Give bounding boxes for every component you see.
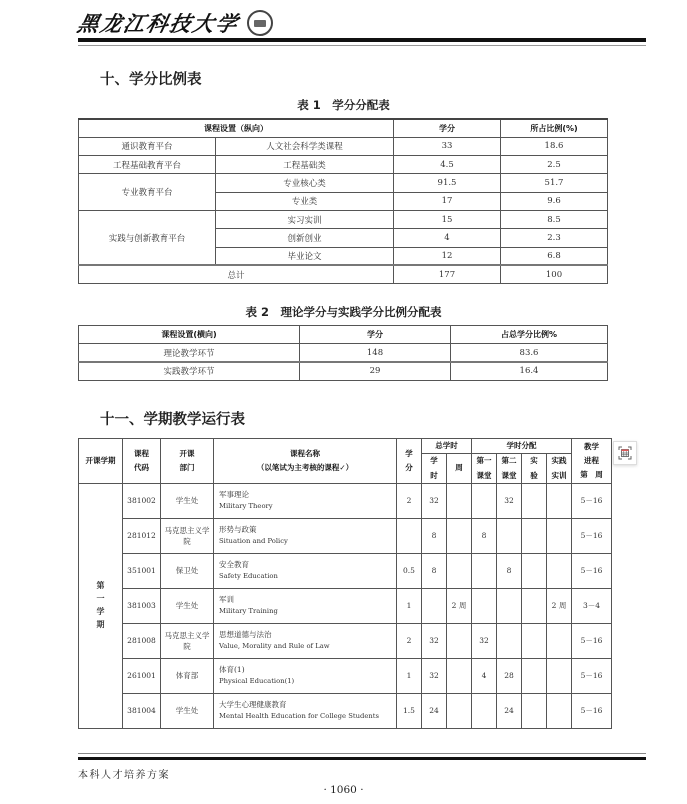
course-name [214,483,397,518]
col-header-credits: 学 分 [397,439,422,484]
course-row [79,693,612,728]
course-weeks [447,518,472,553]
category-cell: 专业类 [216,192,394,210]
semester-label: 第 一 学 期 [79,483,123,728]
ratio-cell: 2.5 [501,156,608,174]
course-weeks [447,553,472,588]
course-code: 351001 [123,553,161,588]
course-code: 261001 [123,658,161,693]
course-class2 [497,588,522,623]
course-class1: 32 [472,623,497,658]
course-name-en: Military Training [219,607,278,616]
page-number: · 1060 · [323,784,364,796]
course-class2: 24 [497,693,522,728]
university-seal-icon [247,10,273,36]
ratio-cell: 51.7 [501,174,608,192]
table-row [79,156,608,174]
col-header-hours: 学 时 [422,454,447,484]
total-row [79,265,608,283]
course-weeks [447,483,472,518]
table-header-row [79,119,608,137]
course-hours: 32 [422,658,447,693]
course-class1: 8 [472,518,497,553]
semester-schedule-table [78,438,612,729]
course-dept: 学生处 [161,693,214,728]
category-cell: 人文社会科学类课程 [216,137,394,155]
course-class1: 4 [472,658,497,693]
col-header-credits: 学分 [300,326,451,344]
course-credits: 2 [397,483,422,518]
course-name-cn: 军事理论 [219,490,249,500]
course-hours: 8 [422,518,447,553]
col-header-total-hours: 总学时 [422,439,472,454]
course-hours: 24 [422,693,447,728]
course-code: 381003 [123,588,161,623]
course-class2: 28 [497,658,522,693]
course-class2: 32 [497,483,522,518]
course-class2 [497,518,522,553]
ratio-cell: 9.6 [501,192,608,210]
table-extract-icon[interactable] [613,441,637,465]
course-weeks: 2 周 [447,588,472,623]
platform-cell: 专业教育平台 [79,174,216,211]
table-header-row [79,326,608,344]
course-prac: 2 周 [547,588,572,623]
col-header-semester: 开课学期 [79,439,123,484]
course-credits: 1 [397,658,422,693]
header-rule-thin [78,45,646,46]
course-name-en: Mental Health Education for College Students [219,712,379,721]
course-weeks [447,623,472,658]
course-exp [522,483,547,518]
theory-practice-table [78,325,608,381]
footer-rule [78,757,646,760]
course-name [214,588,397,623]
col-header-practice: 实践 实训 [547,454,572,484]
course-hours: 32 [422,483,447,518]
course-name-cn: 形势与政策 [219,525,257,535]
platform-cell: 工程基础教育平台 [79,156,216,174]
course-name [214,623,397,658]
course-credits: 1 [397,588,422,623]
col-header-course-name: 课程名称 （以笔试为主考核的课程✓） [214,439,397,484]
col-header-credits: 学分 [394,119,501,137]
table1-caption: 表 1 学分分配表 [297,98,390,112]
section-11-title: 十一、学期教学运行表 [100,412,245,428]
col-header-course-setting: 课程设置（纵向） [79,119,394,137]
course-prac [547,553,572,588]
course-name-cn: 体育(1) [219,665,245,675]
credits-cell: 4.5 [394,156,501,174]
university-name: 黑龙江科技大学 [75,11,242,36]
course-code: 281008 [123,623,161,658]
course-name-cn: 大学生心理健康教育 [219,700,287,710]
credits-cell: 17 [394,192,501,210]
course-progress: 5－16 [572,518,612,553]
course-dept: 马克思主义学院 [161,518,214,553]
course-exp [522,658,547,693]
ratio-cell: 2.3 [501,229,608,247]
course-name-cn: 军训 [219,595,234,605]
course-row [79,623,612,658]
course-name [214,693,397,728]
course-name-en: Military Theory [219,502,273,511]
course-prac [547,693,572,728]
table-row [79,344,608,362]
course-progress: 3－4 [572,588,612,623]
section-label: 理论教学环节 [79,344,300,362]
category-cell: 工程基础类 [216,156,394,174]
course-dept: 马克思主义学院 [161,623,214,658]
total-label: 总计 [79,265,394,283]
course-credits: 1.5 [397,693,422,728]
course-credits: 2 [397,623,422,658]
course-dept: 学生处 [161,483,214,518]
table-row [79,174,608,192]
category-cell: 专业核心类 [216,174,394,192]
table-header-row [79,439,612,454]
course-progress: 5－16 [572,623,612,658]
course-hours: 8 [422,553,447,588]
category-cell: 毕业论文 [216,247,394,265]
table-row [79,362,608,380]
table-row [79,210,608,228]
course-class1 [472,553,497,588]
course-exp [522,518,547,553]
course-row [79,658,612,693]
platform-cell: 实践与创新教育平台 [79,210,216,265]
course-name-en: Physical Education(1) [219,677,295,686]
course-dept: 保卫处 [161,553,214,588]
ratio-cell: 8.5 [501,210,608,228]
col-header-progress: 教学 进程 第 周 [572,439,612,484]
category-cell: 创新创业 [216,229,394,247]
credit-distribution-table [78,118,608,284]
ratio-cell: 83.6 [451,344,608,362]
course-name-cn: 安全教育 [219,560,249,570]
course-credits: 0.5 [397,553,422,588]
course-prac [547,623,572,658]
course-row [79,588,612,623]
course-name [214,658,397,693]
course-prac [547,658,572,693]
course-name-en: Safety Education [219,572,278,581]
col-header-first-classroom: 第一 课堂 [472,454,497,484]
col-header-weeks: 周 [447,454,472,484]
course-name [214,518,397,553]
course-name-cn: 思想道德与法治 [219,630,272,640]
col-header-ratio: 占总学分比例% [451,326,608,344]
credits-cell: 4 [394,229,501,247]
col-header-experiment: 实 验 [522,454,547,484]
course-class1 [472,483,497,518]
course-row [79,553,612,588]
course-code: 281012 [123,518,161,553]
course-weeks [447,693,472,728]
credits-cell: 29 [300,362,451,380]
ratio-cell: 6.8 [501,247,608,265]
course-prac [547,518,572,553]
course-progress: 5－16 [572,553,612,588]
course-name-en: Value, Morality and Rule of Law [219,642,330,651]
course-class1 [472,588,497,623]
platform-cell: 通识教育平台 [79,137,216,155]
ratio-cell: 18.6 [501,137,608,155]
credits-cell: 91.5 [394,174,501,192]
col-header-hours-distribution: 学时分配 [472,439,572,454]
total-credits: 177 [394,265,501,283]
course-progress: 5－16 [572,483,612,518]
course-weeks [447,658,472,693]
col-header-course-setting: 课程设置(横向) [79,326,300,344]
course-code: 381002 [123,483,161,518]
course-hours [422,588,447,623]
ratio-cell: 16.4 [451,362,608,380]
col-header-dept: 开课 部门 [161,439,214,484]
col-header-code: 课程 代码 [123,439,161,484]
section-10-title: 十、学分比例表 [100,72,202,88]
course-class2 [497,623,522,658]
credits-cell: 15 [394,210,501,228]
section-label: 实践教学环节 [79,362,300,380]
course-exp [522,693,547,728]
total-ratio: 100 [501,265,608,283]
course-exp [522,623,547,658]
header-rule [78,38,646,42]
course-progress: 5－16 [572,658,612,693]
course-class2: 8 [497,553,522,588]
course-exp [522,588,547,623]
course-credits [397,518,422,553]
table-row [79,137,608,155]
col-header-second-classroom: 第二 课堂 [497,454,522,484]
course-dept: 体育部 [161,658,214,693]
course-class1 [472,693,497,728]
course-progress: 5－16 [572,693,612,728]
university-logo [75,8,273,38]
course-dept: 学生处 [161,588,214,623]
course-exp [522,553,547,588]
course-row [79,483,612,518]
course-row [79,518,612,553]
course-hours: 32 [422,623,447,658]
credits-cell: 148 [300,344,451,362]
credits-cell: 33 [394,137,501,155]
course-prac [547,483,572,518]
table2-caption: 表 2 理论学分与实践学分比例分配表 [245,305,442,319]
footer-doc-title: 本科人才培养方案 [78,770,170,781]
course-code: 381004 [123,693,161,728]
footer-rule-thin [78,753,646,754]
col-header-ratio: 所占比例(%) [501,119,608,137]
category-cell: 实习实训 [216,210,394,228]
credits-cell: 12 [394,247,501,265]
course-name [214,553,397,588]
course-name-en: Situation and Policy [219,537,288,546]
